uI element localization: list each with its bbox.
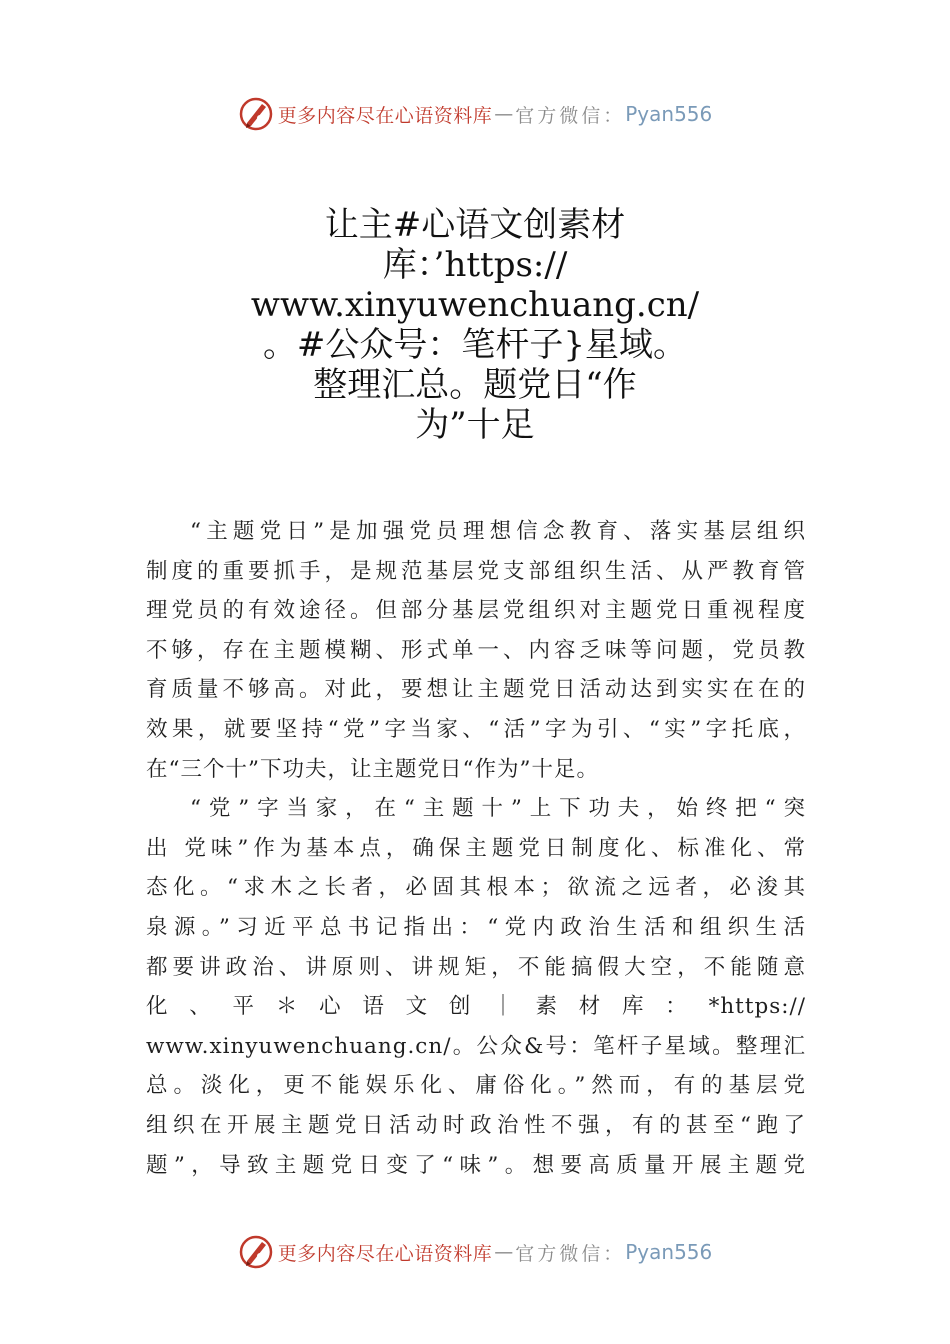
text-line: 组织在开展主题党日活动时政治性不强，有的甚至“跑了 xyxy=(146,1112,806,1138)
banner-dash: — xyxy=(494,1241,514,1263)
text-line: 理党员的有效途径。但部分基层党组织对主题党日重视程度 xyxy=(146,598,806,624)
text-line: 泉源。”习近平总书记指出：“党内政治生活和组织生活 xyxy=(146,914,806,940)
text-line: 都要讲政治、讲原则、讲规矩，不能搞假大空，不能随意 xyxy=(146,954,806,980)
banner-wechat-id: Pyan556 xyxy=(625,1240,713,1264)
text-line: 在“三个十”下功夫，让主题党日“作为”十足。 xyxy=(146,756,599,782)
title-line: 。#公众号：笔杆子}星域。 xyxy=(262,325,688,365)
title-line: www.xinyuwenchuang.cn/ xyxy=(250,285,700,325)
document-body xyxy=(146,512,806,1185)
banner-wechat-id: Pyan556 xyxy=(625,102,713,126)
text-line: 效果，就要坚持“党”字当家、“活”字为引、“实”字托底， xyxy=(146,716,806,742)
text-line: 总。淡化，更不能娱乐化、庸俗化。”然而，有的基层党 xyxy=(146,1073,806,1099)
text-line: 制度的重要抓手，是规范基层党支部组织生活、从严教育管 xyxy=(146,558,806,584)
title-line: 库：’https:// xyxy=(382,245,568,285)
text-line: 不够，存在主题模糊、形式单一、内容乏味等问题，党员教 xyxy=(146,637,806,663)
banner-dash: — xyxy=(494,103,514,125)
text-line: “党”字当家，在“主题十”上下功夫，始终把“突 xyxy=(190,796,806,822)
banner-wechat-label: 官方微信： xyxy=(515,104,626,127)
banner-slogan: 更多内容尽在心语资料库 xyxy=(277,104,493,127)
footer-banner xyxy=(0,1232,950,1272)
paragraph-1 xyxy=(146,512,806,789)
text-line: 态化。“求木之长者，必固其根本；欲流之远者，必浚其 xyxy=(146,875,806,901)
title-line: 让主#心语文创素材 xyxy=(324,205,626,245)
text-line: 化 、 平 ＊ 心 语 文 创 ｜ 素 材 库 ： *https:// xyxy=(146,994,806,1020)
pen-seal-logo-icon xyxy=(238,1234,274,1270)
text-line: 育质量不够高。对此，要想让主题党日活动达到实实在在的 xyxy=(146,677,806,703)
text-line: 出 党味”作为基本点，确保主题党日制度化、标准化、常 xyxy=(146,835,806,861)
header-banner xyxy=(0,94,950,134)
banner-slogan: 更多内容尽在心语资料库 xyxy=(277,1242,493,1265)
text-line: www.xinyuwenchuang.cn/。公众&号：笔杆子星域。整理汇 xyxy=(146,1033,806,1059)
document-title xyxy=(0,205,950,445)
title-line: 整理汇总。题党日“作 xyxy=(313,365,637,405)
text-line: 题”，导致主题党日变了“味”。想要高质量开展主题党 xyxy=(146,1152,806,1178)
pen-seal-logo-icon xyxy=(238,96,274,132)
paragraph-2 xyxy=(146,789,806,1185)
text-line: “主题党日”是加强党员理想信念教育、落实基层组织 xyxy=(190,519,806,544)
banner-wechat-label: 官方微信： xyxy=(515,1242,626,1265)
title-line: 为”十足 xyxy=(415,405,535,445)
